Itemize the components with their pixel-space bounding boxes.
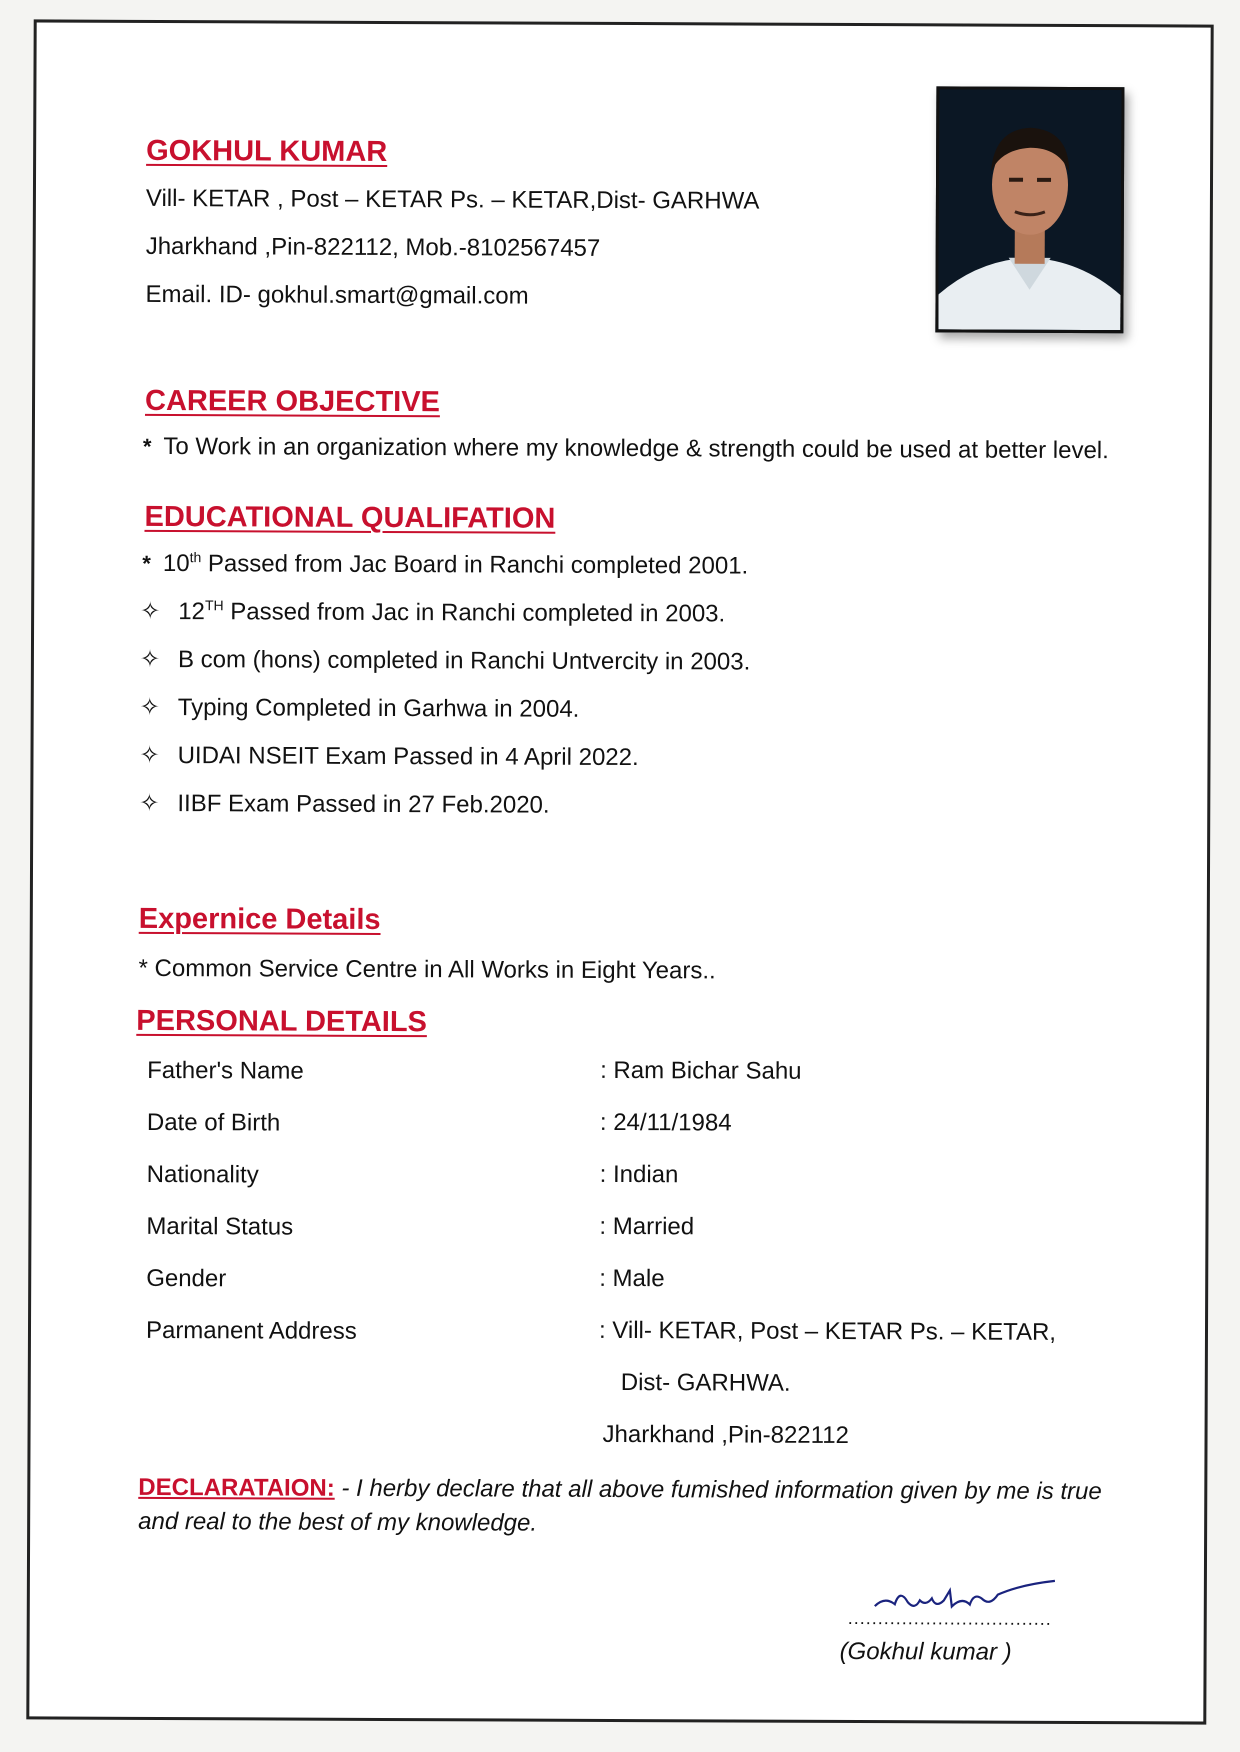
personal-value: : Male: [599, 1264, 665, 1293]
education-heading: EDUCATIONAL QUALIFATION: [144, 500, 556, 535]
education-item: ✧ UIDAI NSEIT Exam Passed in 4 April 2022.: [139, 741, 639, 772]
diamond-bullet-icon: ✧: [140, 597, 161, 625]
personal-details-heading: PERSONAL DETAILS: [136, 1004, 427, 1039]
diamond-bullet-icon: ✧: [139, 741, 160, 769]
declaration: DECLARATAION: - I herby declare that all above fumished information given by me is true: [138, 1473, 1102, 1506]
star-bullet-icon: *: [142, 550, 151, 576]
star-bullet-icon: *: [142, 433, 152, 459]
personal-value: : Indian: [599, 1160, 679, 1189]
email-line: Email. ID- gokhul.smart@gmail.com: [145, 280, 529, 310]
diamond-bullet-icon: ✧: [139, 789, 160, 817]
diamond-bullet-icon: ✧: [139, 645, 161, 673]
education-item: ✧ B com (hons) completed in Ranchi Untvercity in 2003.: [139, 645, 751, 676]
objective-text: To Work in an organization where my knowledge & strength could be used at better level.: [163, 433, 1109, 465]
resume-page: [26, 19, 1213, 1724]
personal-label: Gender: [146, 1264, 227, 1293]
address-continuation: Dist- GARHWA.: [620, 1369, 791, 1397]
signatory-name: (Gokhul kumar ): [839, 1637, 1012, 1666]
signature-line: ..................................: [847, 1608, 1052, 1629]
personal-label: Nationality: [146, 1160, 259, 1189]
education-item: ✧ 12TH Passed from Jac in Ranchi completed in 2003.: [140, 597, 726, 628]
personal-label: Father's Name: [147, 1056, 304, 1085]
address-line-2: Jharkhand ,Pin-822112, Mob.-8102567457: [145, 232, 601, 262]
declaration-text: I herby declare that all above fumished information given by me is true: [355, 1474, 1102, 1506]
personal-label: Marital Status: [146, 1212, 294, 1241]
personal-value: : 24/11/1984: [599, 1108, 732, 1137]
profile-photo: [935, 86, 1124, 333]
experience-heading: Expernice Details: [138, 902, 381, 936]
person-portrait-icon: [938, 89, 1121, 330]
education-item: ✧ Typing Completed in Garhwa in 2004.: [139, 693, 580, 723]
personal-value: : Vill- KETAR, Post – KETAR Ps. – KETAR,: [598, 1316, 1057, 1346]
career-objective-text: [143, 433, 1109, 465]
diamond-bullet-icon: ✧: [139, 693, 160, 721]
address-continuation: Jharkhand ,Pin-822112: [602, 1420, 850, 1450]
education-item: ✧ IIBF Exam Passed in 27 Feb.2020.: [139, 789, 550, 819]
candidate-name: GOKHUL KUMAR: [146, 134, 388, 168]
education-item: * 10th Passed from Jac Board in Ranchi completed 2001.: [142, 549, 749, 580]
declaration-text-2: and real to the best of my knowledge.: [138, 1507, 538, 1537]
personal-label: Date of Birth: [146, 1108, 281, 1137]
personal-label: Parmanent Address: [145, 1316, 357, 1345]
personal-value: : Ram Bichar Sahu: [600, 1056, 802, 1085]
career-objective-heading: CAREER OBJECTIVE: [144, 384, 441, 419]
address-line-1: Vill- KETAR , Post – KETAR Ps. – KETAR,Dist- GARHWA: [145, 184, 760, 215]
personal-value: : Married: [599, 1212, 695, 1241]
declaration-label: DECLARATAION:: [138, 1473, 335, 1502]
experience-text: * Common Service Centre in All Works in Eight Years..: [138, 954, 716, 985]
